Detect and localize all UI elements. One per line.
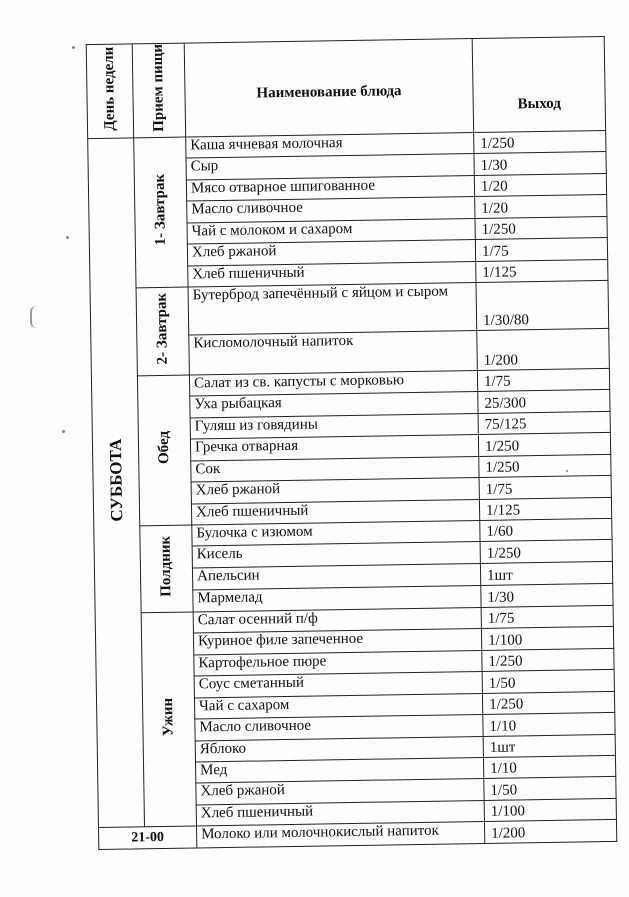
dish-output: 1/125 <box>476 259 608 283</box>
dish-name: Кисель <box>192 542 480 569</box>
dish-output: 1/75 <box>481 605 613 629</box>
dish-output: 1/30 <box>474 152 606 176</box>
dish-name: Хлеб ржаной <box>191 478 479 504</box>
dish-name: Хлеб пшеничный <box>188 261 476 287</box>
speck <box>72 46 75 49</box>
vertical-label: Полдник <box>157 535 175 597</box>
speck <box>62 430 65 433</box>
dish-output: 1/250 <box>482 648 614 672</box>
dish-name: Куриное филе запеченное <box>193 629 481 655</box>
header-day <box>86 44 133 139</box>
meal-cell <box>134 137 188 288</box>
dish-output: 1/10 <box>483 712 615 736</box>
dish-output: 1/30/80 <box>476 280 609 330</box>
dish-output: 1/250 <box>475 216 607 240</box>
dish-name: Чай с молоком и сахаром <box>187 218 475 244</box>
margin-mark <box>30 306 42 328</box>
dish-output: 1шт <box>480 562 612 586</box>
dish-name: Кисломолочный напиток <box>189 330 478 375</box>
dish-name: Гречка отварная <box>190 435 478 461</box>
vertical-label: 1- Завтрак <box>151 174 169 246</box>
dish-name: Масло сливочное <box>195 715 483 741</box>
dish-name: Яблоко <box>195 736 483 762</box>
table-row <box>90 280 609 336</box>
dish-name: Хлеб ржаной <box>196 779 484 805</box>
meal-cell <box>140 525 193 613</box>
dish-name: Бутерброд запечённый с яйцом и сыром <box>188 282 477 335</box>
header-meal <box>132 43 185 138</box>
vertical-label: СУББОТА <box>105 438 127 522</box>
dish-name: Уха рыбацкая <box>190 392 478 418</box>
dish-output: 1/250 <box>474 130 606 154</box>
header-dish: Наименование блюда <box>184 39 473 137</box>
dish-name: Мясо отварное шпигованное <box>186 175 474 201</box>
speck <box>66 236 69 239</box>
dish-name: Мармелад <box>193 586 481 612</box>
dish-name: Хлеб пшеничный <box>191 499 479 525</box>
dish-name: Хлеб ржаной <box>187 240 475 266</box>
meal-cell <box>136 287 189 376</box>
dish-name: Чай с сахаром <box>194 693 482 719</box>
dish-output: 25/300 <box>478 390 610 414</box>
dish-output: 1/75 <box>479 476 611 500</box>
vertical-label: Обед <box>155 431 173 465</box>
dish-output: 1/250 <box>480 540 612 564</box>
dish-output: 1/10 <box>483 755 615 779</box>
dish-output: 1/50 <box>482 670 614 694</box>
dish-output: 1шт <box>483 734 615 758</box>
dish-name: Каша ячневая молочная <box>186 132 474 158</box>
dish-output: 1/75 <box>477 368 609 392</box>
dish-name: Салат из св. капусты с морковью <box>189 370 477 396</box>
late-time: 21-00 <box>99 826 197 849</box>
dish-name: Масло сливочное <box>187 197 475 223</box>
dish-output: 75/125 <box>478 411 610 435</box>
header-row <box>86 36 605 138</box>
vertical-label: Ужин <box>159 697 177 737</box>
dish-name: Картофельное пюре <box>194 650 482 676</box>
vertical-label: День недели <box>100 46 119 131</box>
dish-output: 1/250 <box>482 691 614 715</box>
dish-output: 1/200 <box>484 820 616 844</box>
vertical-label: Прием пищи <box>149 43 168 132</box>
dish-output: 1/125 <box>479 497 611 521</box>
meal-cell <box>137 375 191 526</box>
dish-name: Булочка с изюмом <box>192 520 480 546</box>
dish-name: Соус сметанный <box>194 672 482 698</box>
dish-output: 1/250 <box>479 454 611 478</box>
menu-table-wrap <box>86 36 617 850</box>
meal-cell <box>141 612 196 827</box>
dish-name: Гуляш из говядины <box>190 413 478 439</box>
menu-table <box>86 36 618 850</box>
dish-output: 1/100 <box>481 627 613 651</box>
dish-name: Салат осенний п/ф <box>193 607 481 633</box>
vertical-label: 2- Завтрак <box>153 293 171 365</box>
dish-output: 1/30 <box>481 584 613 608</box>
dish-name: Хлеб пшеничный <box>196 800 484 826</box>
dish-output: 1/200 <box>477 328 610 370</box>
dish-output: 1/20 <box>474 173 606 197</box>
dish-output: 1/75 <box>475 238 607 262</box>
header-output: Выход <box>472 36 605 132</box>
dish-name: Сыр <box>186 154 474 180</box>
dish-output: 1/250 <box>478 433 610 457</box>
dish-output: 1/50 <box>484 777 616 801</box>
dish-name: Апельсин <box>192 564 480 591</box>
dish-output: 1/20 <box>475 195 607 219</box>
dish-name: Молоко или молочнокислый напиток <box>197 822 485 848</box>
dish-output: 1/60 <box>480 518 612 542</box>
dish-name: Мед <box>195 757 483 783</box>
dish-name: Сок <box>191 456 479 482</box>
dish-output: 1/100 <box>484 798 616 822</box>
